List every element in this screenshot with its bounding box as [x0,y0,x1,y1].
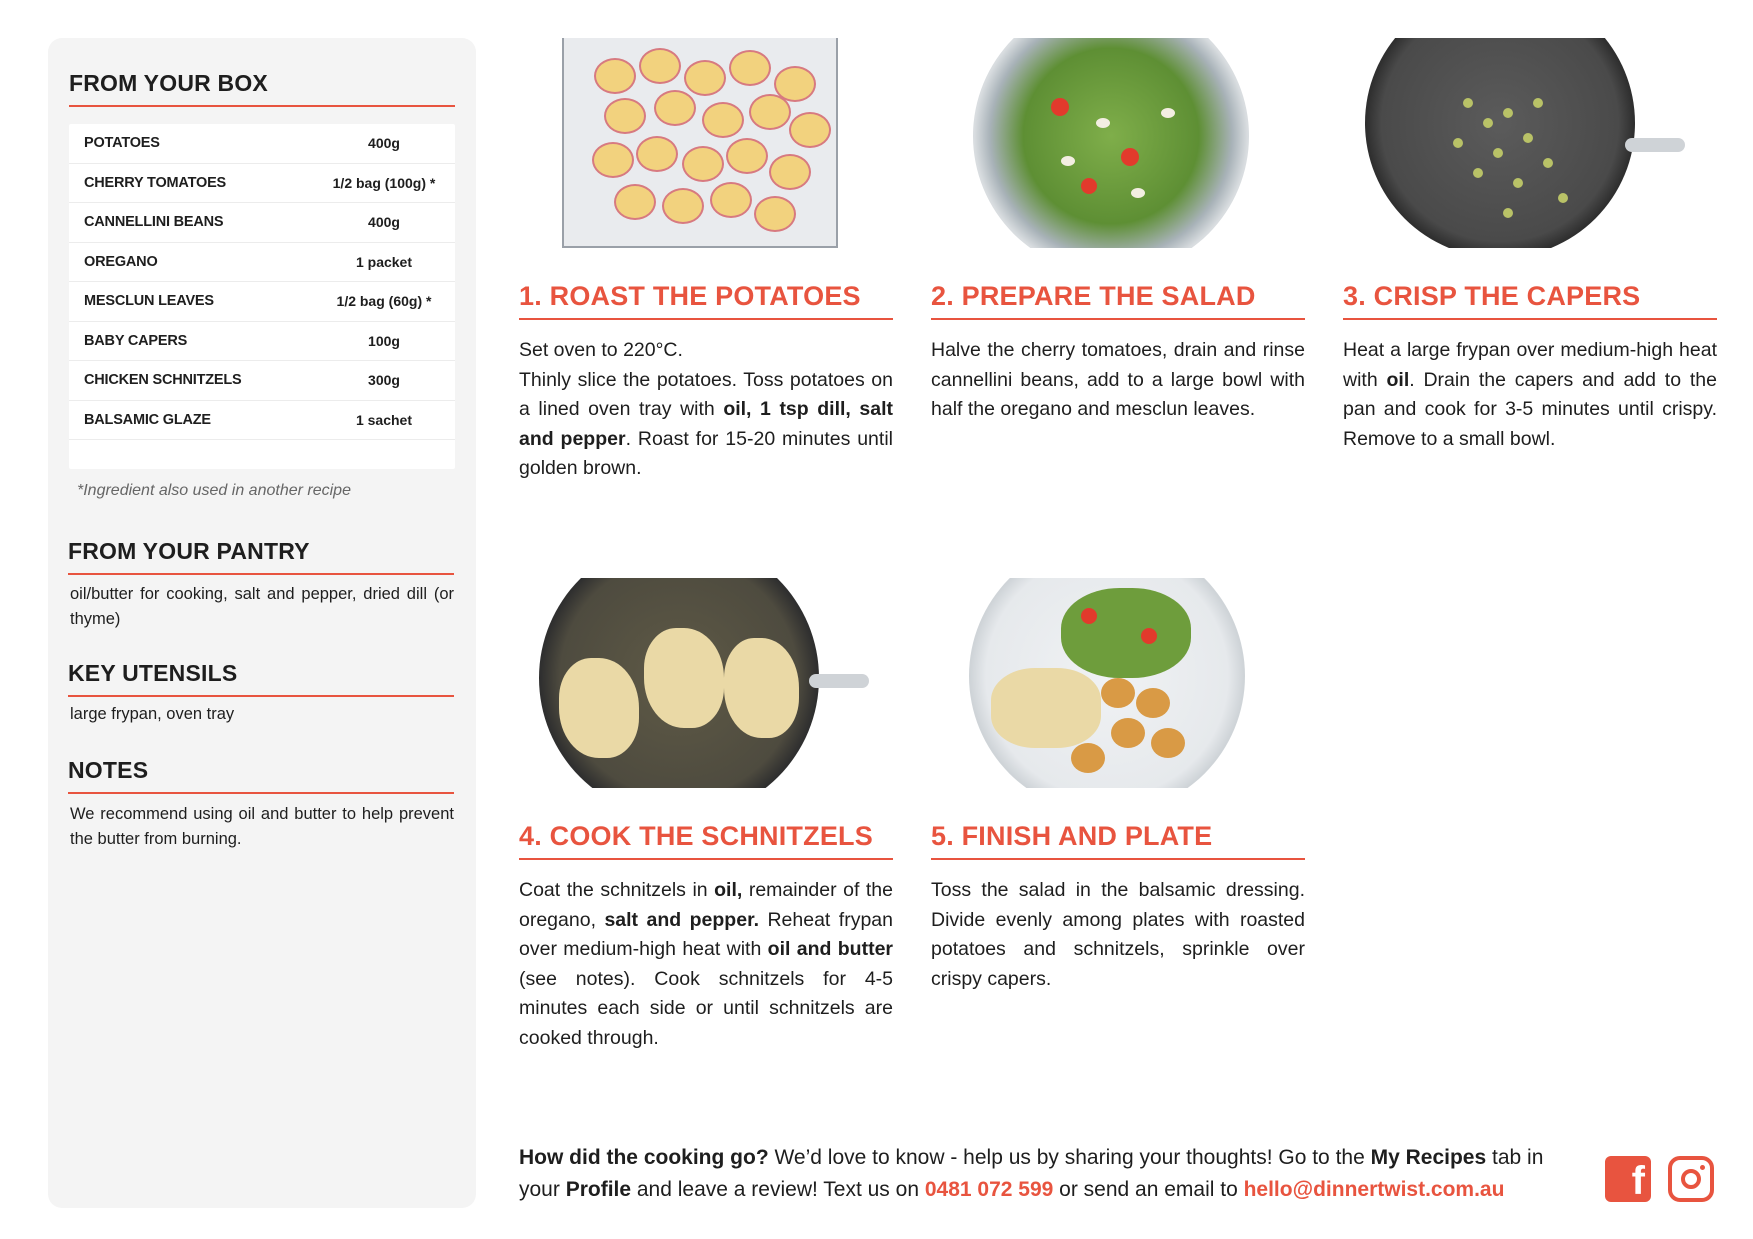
salad-bowl [973,38,1249,248]
frypan [1365,38,1635,248]
crisp-capers-photo [1343,38,1717,248]
ingredient-quantity: 100g [368,332,400,349]
step-4 [519,578,893,1053]
step-5 [931,578,1305,994]
oven-tray [562,38,838,248]
step-1 [519,38,893,484]
profile-link[interactable]: Profile [565,1178,632,1201]
ingredient-name: CHICKEN SCHNITZELS [84,372,242,389]
ingredient-quantity: 1/2 bag (60g) * [336,293,432,310]
step-text [1343,336,1717,454]
step-text-run: Reheat frypan over medium-high heat with [519,908,893,960]
ingredient-name: CHERRY TOMATOES [84,174,227,191]
step-text-run: Toss the salad in the balsamic dressing. Divide evenly among plates with roasted potatoes and schnitzels, sprinkle over crispy capers. [931,879,1305,990]
ingredient-name: MESCLUN LEAVES [84,293,214,310]
email-link[interactable]: hello@dinnertwist.com.au [1243,1178,1505,1201]
step-title: 2. PREPARE THE SALAD [931,281,1305,320]
bold-ingredient-text: oil, 1 tsp dill, salt and pepper [519,398,893,450]
notes-text: We recommend using oil and butter to help prevent the butter from burning. [70,805,454,848]
key-utensils-heading: KEY UTENSILS [68,660,454,697]
ingredient-row [69,401,455,441]
facebook-icon[interactable]: f [1605,1156,1651,1202]
step-2 [931,38,1305,425]
footer-text: or send an email to [1053,1178,1244,1201]
my-recipes-link[interactable]: My Recipes [1370,1146,1487,1169]
ingredient-row [69,322,455,362]
notes-heading: NOTES [68,757,454,794]
step-text-run: Set oven to 220°C. [519,339,683,361]
ingredient-row [69,203,455,243]
step-title: 1. ROAST THE POTATOES [519,281,893,320]
step-title: 3. CRISP THE CAPERS [1343,281,1717,320]
finish-and-plate-photo [931,578,1305,788]
step-text [931,336,1305,425]
step-text-run: Heat a large frypan over medium-high heat with [1343,339,1717,391]
footer-text: and leave a review! Text us on [631,1178,925,1201]
ingredient-row [69,361,455,401]
step-text-run: Thinly slice the potatoes. Toss potatoes on a lined oven tray with [519,368,893,420]
ingredient-name: BABY CAPERS [84,332,188,349]
ingredient-row [69,124,455,164]
ingredient-name: CANNELLINI BEANS [84,214,224,231]
ingredient-quantity: 1 sachet [355,411,413,428]
ingredient-row [69,282,455,322]
pantry-text: oil/butter for cooking, salt and pepper, dried dill (or thyme) [70,585,454,628]
ingredient-footnote: *Ingredient also used in another recipe [77,482,351,499]
step-text-run: Coat the schnitzels in [519,879,715,901]
step-text-run: . Drain the capers and add to the pan and cook for 3-5 minutes until crispy. Remove to a small bowl. [1343,368,1717,450]
prepare-salad-photo [931,38,1305,248]
roast-potatoes-photo [519,38,893,248]
ingredient-quantity: 300g [368,372,400,389]
bold-ingredient-text: oil and butter [767,938,893,960]
ingredient-row [69,243,455,283]
feedback-question: How did the cooking go? [519,1146,769,1169]
ingredient-quantity: 400g [368,135,400,152]
step-text-run: remainder of the oregano, [519,879,893,931]
cook-schnitzels-photo [519,578,893,788]
step-text-run: Halve the cherry tomatoes, drain and rinse cannellini beans, add to a large bowl with half the oregano and mesclun leaves. [931,339,1305,420]
ingredient-name: OREGANO [84,253,158,270]
step-text-run: (see notes). Cook schnitzels for 4-5 minutes each side or until schnitzels are cooked through. [519,967,893,1049]
ingredient-row [69,164,455,204]
ingredient-quantity: 400g [368,214,400,231]
step-3 [1343,38,1717,454]
bold-ingredient-text: oil [1386,368,1410,391]
bold-ingredient-text: salt and pepper. [604,908,759,931]
ingredient-name: POTATOES [84,135,160,152]
instagram-icon[interactable] [1668,1156,1714,1202]
feedback-footer [519,1142,1579,1206]
ingredients-table [69,124,455,469]
footer-text: tab in your [519,1146,1544,1201]
ingredients-sidebar [48,38,476,1208]
step-title: 5. FINISH AND PLATE [931,821,1305,860]
phone-link[interactable]: 0481 072 599 [924,1178,1054,1201]
step-text-run: . Roast for 15-20 minutes until golden brown. [519,427,893,479]
from-your-box-heading: FROM YOUR BOX [69,70,455,107]
step-title: 4. COOK THE SCHNITZELS [519,821,893,860]
ingredient-name: BALSAMIC GLAZE [84,411,211,428]
from-your-pantry-heading: FROM YOUR PANTRY [68,538,454,575]
ingredient-quantity: 1/2 bag (100g) * [332,174,436,191]
footer-text: We’d love to know - help us by sharing your thoughts! Go to the [768,1146,1371,1169]
step-text [931,876,1305,994]
bold-ingredient-text: oil, [714,879,743,901]
ingredient-quantity: 1 packet [355,253,413,270]
step-text [519,876,893,1053]
step-text [519,336,893,484]
utensils-text: large frypan, oven tray [70,705,235,723]
